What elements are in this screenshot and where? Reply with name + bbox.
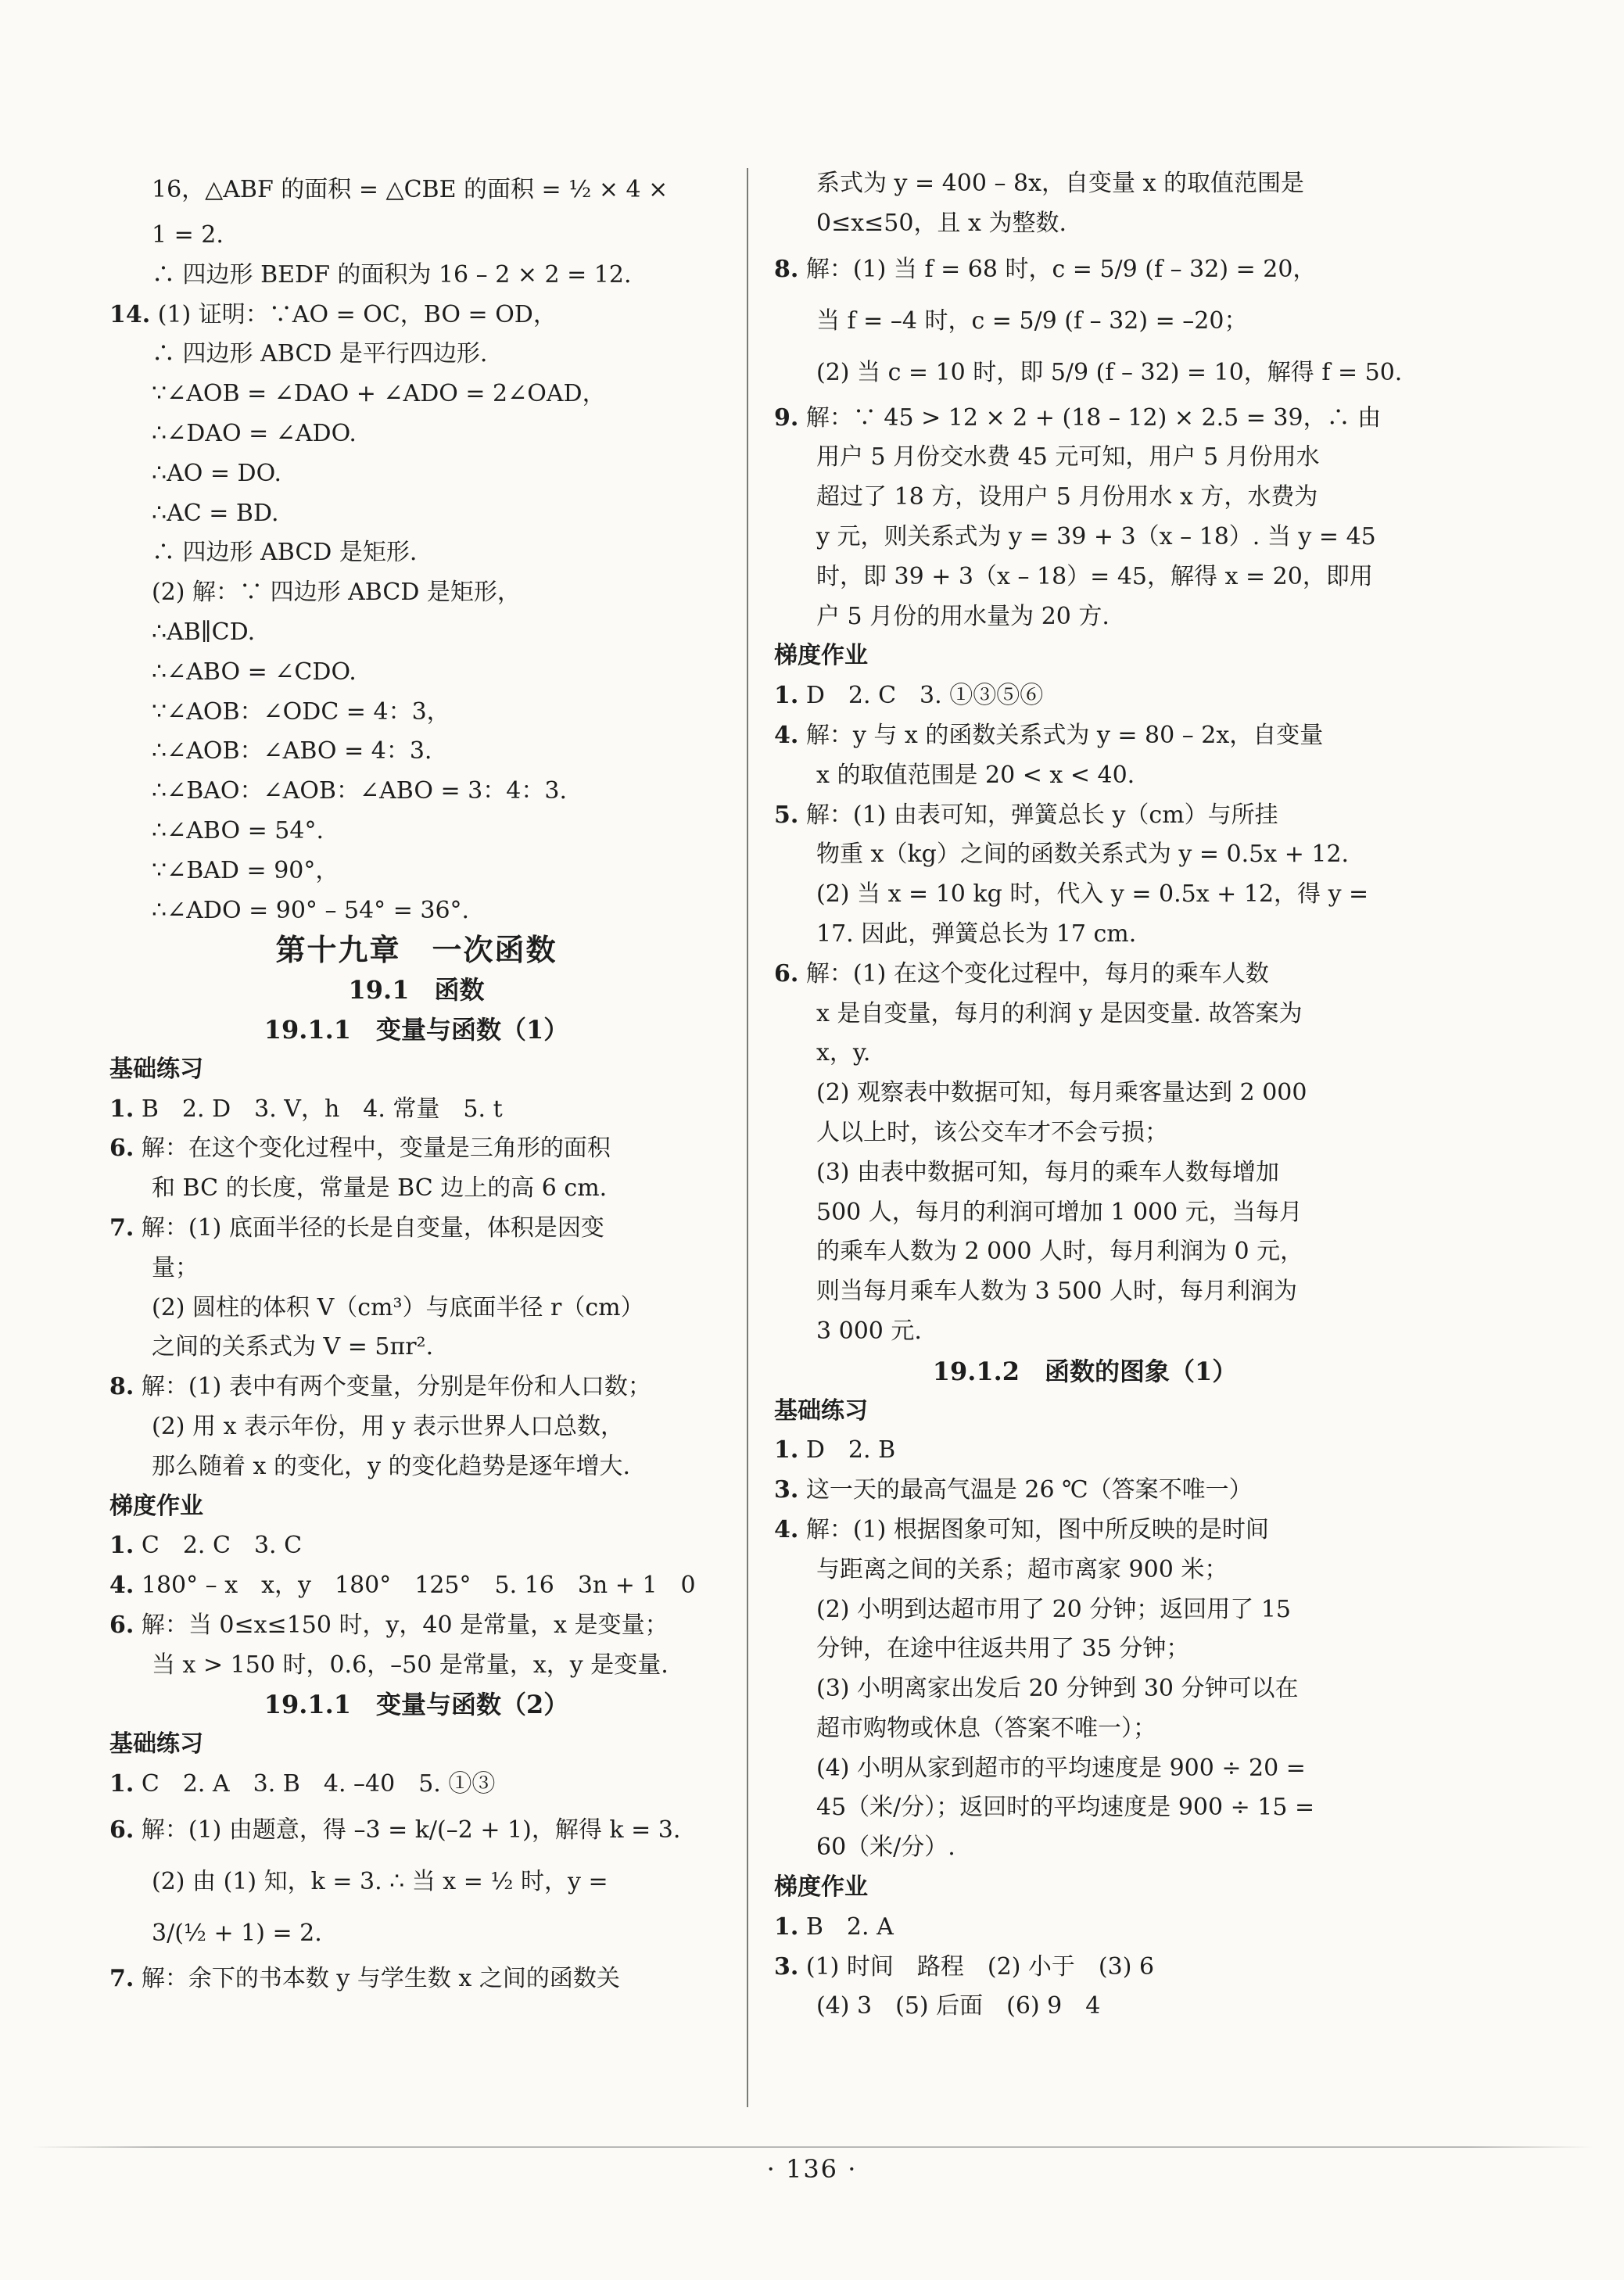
answer-line: [109, 891, 723, 931]
answer-text: ∴ 四边形 BEDF 的面积为 16 – 2 × 2 = 12.: [152, 260, 632, 289]
section-heading: 19.1 函数: [348, 975, 485, 1006]
question-number: 1.: [109, 1532, 134, 1560]
answer-text: 1 = 2.: [152, 221, 224, 249]
exercise-section-label: 基础练习: [774, 1396, 868, 1425]
question-number: 1.: [774, 1913, 799, 1941]
answer-line: [109, 693, 723, 733]
answer-text: 则当每月乘车人数为 3 500 人时，每月利润为: [816, 1278, 1297, 1306]
question-number: 5.: [774, 801, 799, 829]
question-number: 1.: [109, 1770, 134, 1798]
answer-line: [774, 1590, 1396, 1630]
answer-line: [774, 164, 1396, 204]
answer-text: 解：(1) 表中有两个变量，分别是年份和人口数；: [141, 1373, 651, 1401]
answer-text: D 2. C 3. ①③⑤⑥: [805, 682, 1044, 710]
answer-line: [109, 1129, 723, 1169]
answer-line: [774, 1709, 1396, 1749]
answer-text: 解：在这个变化过程中，变量是三角形的面积: [141, 1135, 611, 1163]
answer-line: [109, 533, 723, 573]
question-number: 7.: [109, 1213, 134, 1242]
exercise-section-label: 梯度作业: [774, 1873, 868, 1902]
answer-line: [109, 164, 723, 216]
answer-line: [109, 1328, 723, 1368]
answer-text: 500 人，每月的利润可增加 1 000 元，当每月: [816, 1198, 1303, 1226]
answer-text: 解：当 0≤x≤150 时，y，40 是常量，x 是变量；: [141, 1611, 669, 1639]
answer-text: 分钟，在途中往返共用了 35 分钟；: [816, 1635, 1190, 1663]
answer-line: [109, 1368, 723, 1407]
answer-text: 解：(1) 底面半径的长是自变量，体积是因变: [141, 1213, 604, 1242]
answer-line: [109, 1566, 723, 1606]
question-number: 9.: [774, 403, 799, 432]
answer-text: ∴∠AOB：∠ABO = 4：3.: [152, 737, 432, 765]
answer-text: 3 000 元.: [816, 1317, 922, 1345]
answer-line: [774, 204, 1396, 244]
answer-line: [109, 1526, 723, 1566]
answer-text: ∴∠ABO = 54°.: [152, 816, 324, 844]
answer-text: 解：∵ 45 > 12 × 2 + (18 – 12) × 2.5 = 39，∴ 由: [805, 403, 1382, 432]
answer-text: 这一天的最高气温是 26 ℃（答案不唯一）: [805, 1476, 1253, 1504]
answer-text: 用户 5 月份交水费 45 元可知，用户 5 月份用水: [816, 443, 1320, 471]
answer-line: [774, 1193, 1396, 1233]
answer-line: [774, 1153, 1396, 1193]
answer-line: [774, 1074, 1396, 1113]
answer-text: x 的取值范围是 20 < x < 40.: [816, 761, 1135, 789]
answer-text: 60（米/分）.: [816, 1834, 955, 1862]
answer-line: [109, 1856, 723, 1908]
question-number: 7.: [109, 1964, 134, 1992]
answer-text: 解：y 与 x 的函数关系式为 y = 80 – 2x，自变量: [805, 721, 1324, 749]
footer-rule: [31, 2146, 1593, 2148]
answer-line: [109, 851, 723, 891]
answer-line: [774, 1788, 1396, 1828]
answer-line: [109, 296, 723, 335]
answer-line: [774, 347, 1403, 399]
answer-text: 当 f = –4 时，c = 5/9 (f – 32) = –20；: [816, 307, 1248, 335]
answer-text: (4) 小明从家到超市的平均速度是 900 ÷ 20 =: [816, 1754, 1306, 1782]
question-number: 8.: [109, 1373, 134, 1401]
answer-text: (1) 证明：∵AO = OC，BO = OD，: [157, 300, 557, 328]
answer-line: [774, 478, 1396, 518]
answer-line: [774, 1908, 1396, 1948]
answer-line: [774, 518, 1396, 557]
answer-text: (4) 3 (5) 后面 (6) 9 4: [816, 1992, 1101, 2020]
answer-line: [109, 375, 723, 414]
answer-line: [109, 1407, 723, 1447]
answer-line: [109, 335, 723, 375]
answer-text: ∴AO = DO.: [152, 459, 281, 487]
answer-line: [109, 573, 723, 613]
answer-text: B 2. D 3. V，h 4. 常量 5. t: [141, 1095, 503, 1123]
answer-text: 系式为 y = 400 – 8x，自变量 x 的取值范围是: [816, 170, 1305, 197]
section-heading: 第十九章 一次函数: [275, 932, 557, 968]
answer-line: [774, 1431, 1396, 1471]
question-number: 1.: [774, 1436, 799, 1464]
answer-line: [774, 1987, 1396, 2027]
answer-text: ∴ 四边形 ABCD 是矩形.: [152, 539, 418, 567]
answer-text: (2) 观察表中数据可知，每月乘客量达到 2 000: [816, 1079, 1307, 1107]
answer-text: (2) 小明到达超市用了 20 分钟；返回用了 15: [816, 1595, 1291, 1623]
answer-text: 人以上时，该公交车才不会亏损；: [816, 1118, 1168, 1146]
question-number: 4.: [109, 1572, 134, 1600]
answer-line: [109, 1169, 723, 1209]
answer-text: x 是自变量，每月的利润 y 是因变量. 故答案为: [816, 999, 1303, 1027]
question-number: 14.: [109, 300, 151, 328]
question-number: 6.: [109, 1816, 134, 1844]
section-heading: 19.1.1 变量与函数（2）: [263, 1690, 569, 1720]
answer-text: 180° – x x，y 180° 125° 5. 16 3n + 1 0: [141, 1572, 696, 1600]
answer-text: x，y.: [816, 1039, 871, 1067]
question-number: 1.: [774, 682, 799, 710]
answer-line: [774, 1629, 1396, 1669]
page-number: · 136 ·: [766, 2154, 858, 2184]
question-number: 3.: [774, 1952, 799, 1981]
answer-text: 解：(1) 当 f = 68 时，c = 5/9 (f – 32) = 20，: [805, 255, 1317, 283]
answer-line: [774, 915, 1396, 955]
answer-line: [774, 1948, 1396, 1988]
right-column: [774, 164, 1403, 2027]
answer-line: [774, 1471, 1396, 1511]
answer-text: B 2. A: [805, 1913, 894, 1941]
answer-text: 量；: [152, 1253, 199, 1282]
answer-line: [774, 1232, 1396, 1272]
answer-text: (2) 用 x 表示年份，用 y 表示世界人口总数，: [152, 1412, 625, 1440]
answer-text: ∵∠AOB：∠ODC = 4：3，: [152, 697, 450, 726]
answer-line: [109, 494, 723, 534]
answer-line: [774, 716, 1396, 756]
answer-line: [774, 875, 1396, 915]
answer-line: [109, 732, 723, 772]
exercise-section-label: 梯度作业: [109, 1492, 203, 1520]
answer-line: [109, 1646, 723, 1686]
section-heading: 19.1.1 变量与函数（1）: [263, 1014, 569, 1045]
answer-line: [109, 613, 723, 653]
answer-text: 的乘车人数为 2 000 人时，每月利润为 0 元，: [816, 1238, 1304, 1266]
answer-line: [774, 1113, 1396, 1153]
exercise-section-label: 梯度作业: [774, 642, 868, 670]
answer-line: [109, 1289, 723, 1328]
answer-text: (2) 由 (1) 知，k = 3. ∴ 当 x = ½ 时，y =: [152, 1867, 608, 1895]
answer-text: ∴∠ADO = 90° – 54° = 36°.: [152, 896, 470, 924]
answer-text: ∵∠BAD = 90°，: [152, 856, 339, 884]
answer-line: [774, 1749, 1396, 1789]
answer-text: 3/(½ + 1) = 2.: [152, 1919, 322, 1947]
answer-line: [774, 1034, 1396, 1074]
answer-text: ∵∠AOB = ∠DAO + ∠ADO = 2∠OAD，: [152, 380, 606, 408]
question-number: 8.: [774, 255, 799, 283]
answer-text: 物重 x（kg）之间的函数关系式为 y = 0.5x + 12.: [816, 841, 1350, 869]
answer-line: [774, 1312, 1396, 1352]
answer-line: [774, 756, 1396, 796]
answer-line: [774, 796, 1396, 836]
answer-text: (3) 由表中数据可知，每月的乘车人数每增加: [816, 1158, 1280, 1186]
answer-line: [109, 256, 723, 296]
answer-line: [109, 1447, 723, 1487]
answer-text: 16，△ABF 的面积 = △CBE 的面积 = ½ × 4 ×: [152, 176, 669, 203]
question-number: 4.: [774, 1515, 799, 1543]
answer-line: [109, 1606, 723, 1646]
answer-text: ∴∠ABO = ∠CDO.: [152, 658, 357, 686]
answer-line: [109, 1249, 723, 1289]
answer-line: [774, 597, 1396, 637]
answer-text: 0≤x≤50，且 x 为整数.: [816, 209, 1067, 237]
answer-text: ∴∠DAO = ∠ADO.: [152, 419, 357, 447]
answer-line: [109, 1959, 723, 1999]
answer-line: [109, 454, 723, 494]
answer-text: 之间的关系式为 V = 5πr².: [152, 1333, 434, 1361]
answer-text: 当 x > 150 时，0.6，–50 是常量，x，y 是变量.: [152, 1651, 669, 1679]
answer-text: 解：(1) 在这个变化过程中，每月的乘车人数: [805, 959, 1269, 988]
answer-line: [774, 676, 1396, 716]
answer-text: D 2. B: [805, 1436, 896, 1464]
answer-text: (3) 小明离家出发后 20 分钟到 30 分钟可以在: [816, 1675, 1299, 1703]
answer-line: [109, 653, 723, 693]
question-number: 6.: [109, 1611, 134, 1639]
left-column: [109, 164, 723, 1999]
answer-text: (2) 当 x = 10 kg 时，代入 y = 0.5x + 12，得 y =: [816, 880, 1369, 909]
answer-line: [774, 438, 1396, 478]
answer-text: y 元，则关系式为 y = 39 + 3（x – 18）. 当 y = 45: [816, 522, 1376, 550]
answer-text: 超市购物或休息（答案不唯一）；: [816, 1714, 1156, 1742]
answer-text: (1) 时间 路程 (2) 小于 (3) 6: [805, 1952, 1155, 1981]
answer-line: [109, 216, 723, 256]
answer-text: ∴AC = BD.: [152, 499, 279, 527]
answer-text: 解：(1) 由表可知，弹簧总长 y（cm）与所挂: [805, 801, 1278, 829]
answer-text: ∴AB∥CD.: [152, 618, 256, 646]
question-number: 6.: [109, 1135, 134, 1163]
answer-text: ∴∠BAO：∠AOB：∠ABO = 3：4：3.: [152, 777, 567, 805]
answer-line: [774, 1550, 1396, 1590]
column-divider: [747, 168, 748, 2107]
exercise-section-label: 基础练习: [109, 1730, 203, 1758]
answer-text: 45（米/分）；返回时的平均速度是 900 ÷ 15 =: [816, 1794, 1315, 1822]
answer-text: (2) 解：∵ 四边形 ABCD 是矩形，: [152, 579, 521, 607]
answer-line: [774, 835, 1396, 875]
answer-line: [109, 812, 723, 851]
answer-text: 解：(1) 根据图象可知，图中所反映的是时间: [805, 1515, 1269, 1543]
answer-text: ∴ 四边形 ABCD 是平行四边形.: [152, 340, 488, 368]
answer-line: [774, 557, 1396, 597]
answer-text: 解：(1) 由题意，得 –3 = k/(–2 + 1)，解得 k = 3.: [141, 1816, 681, 1844]
answer-line: [109, 414, 723, 454]
answer-text: (2) 圆柱的体积 V（cm³）与底面半径 r（cm）: [152, 1293, 644, 1321]
answer-text: 那么随着 x 的变化，y 的变化趋势是逐年增大.: [152, 1452, 631, 1480]
answer-line: [774, 1511, 1396, 1550]
answer-line: [109, 772, 723, 812]
question-number: 3.: [774, 1476, 799, 1504]
answer-line: [109, 1765, 723, 1805]
answer-text: 时，即 39 + 3（x – 18）= 45，解得 x = 20，即用: [816, 562, 1373, 590]
answer-line: [774, 399, 1396, 439]
answer-line: [774, 296, 1396, 347]
exercise-section-label: 基础练习: [109, 1055, 203, 1083]
answer-line: [774, 1828, 1396, 1868]
answer-text: 户 5 月份的用水量为 20 方.: [816, 602, 1110, 630]
question-number: 4.: [774, 721, 799, 749]
answer-line: [774, 1272, 1396, 1312]
answer-line: [774, 244, 1396, 296]
answer-text: 与距离之间的关系；超市离家 900 米；: [816, 1555, 1228, 1583]
answer-text: C 2. A 3. B 4. –40 5. ①③: [141, 1770, 496, 1798]
question-number: 1.: [109, 1095, 134, 1123]
answer-text: (2) 当 c = 10 时，即 5/9 (f – 32) = 10，解得 f = 50.: [816, 358, 1403, 386]
answer-line: [774, 1669, 1396, 1709]
answer-text: 和 BC 的长度，常量是 BC 边上的高 6 cm.: [152, 1174, 608, 1203]
answer-line: [774, 995, 1396, 1034]
section-heading: 19.1.2 函数的图象（1）: [932, 1356, 1238, 1386]
answer-line: [109, 1209, 723, 1249]
answer-text: 解：余下的书本数 y 与学生数 x 之间的函数关: [141, 1964, 620, 1992]
answer-line: [109, 1090, 723, 1130]
question-number: 6.: [774, 959, 799, 988]
answer-line: [109, 1908, 723, 1959]
answer-line: [109, 1805, 723, 1856]
answer-line: [774, 955, 1396, 995]
answer-text: C 2. C 3. C: [141, 1532, 303, 1560]
answer-text: 超过了 18 方，设用户 5 月份用水 x 方，水费为: [816, 483, 1318, 511]
answer-text: 17. 因此，弹簧总长为 17 cm.: [816, 920, 1137, 948]
